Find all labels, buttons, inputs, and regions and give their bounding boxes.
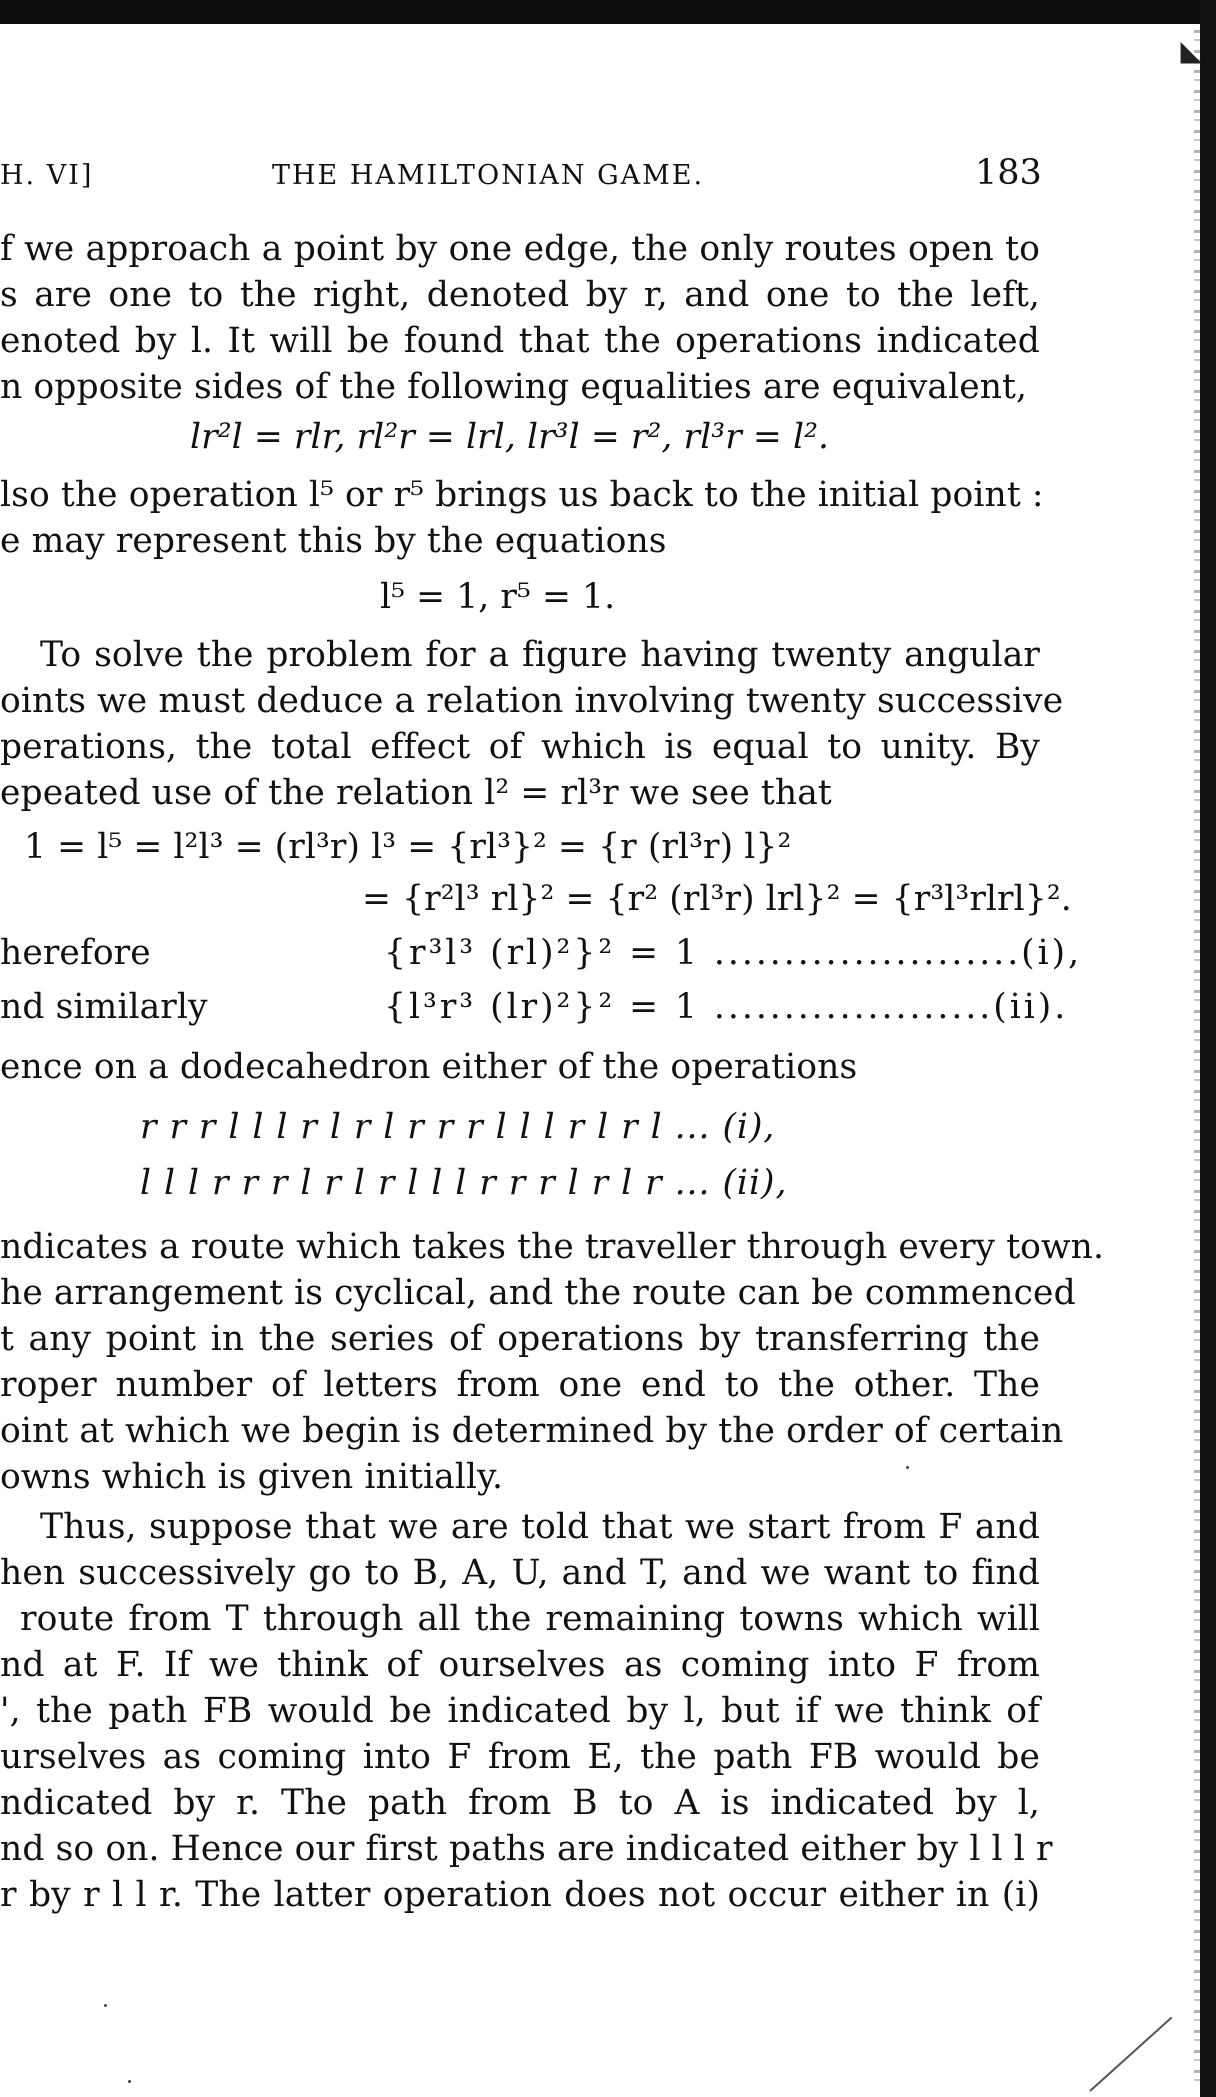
equation-powers: l⁵ = 1, r⁵ = 1. [380,577,616,617]
body-line: To solve the problem for a figure having twenty angular [40,635,1040,675]
equation-equivalences: lr²l = rlr, rl²r = lrl, lr³l = r², rl³r = l². [190,417,830,457]
body-line: s are one to the right, denoted by r, and one to the left, [0,275,1040,315]
page-number: 183 [975,153,1042,193]
body-line: e may represent this by the equations [0,521,667,561]
scan-scratch [1089,2017,1172,2092]
scan-speck [128,2080,131,2083]
body-line: ', the path FB would be indicated by l, but if we think of [0,1691,1040,1731]
scan-speck [104,2004,107,2007]
body-line: nd similarly [0,987,208,1027]
body-line: Thus, suppose that we are told that we start from F and [40,1507,1040,1547]
body-line: nd so on. Hence our first paths are indicated either by l l l r [0,1829,1053,1869]
body-line: n opposite sides of the following equalities are equivalent, [0,367,1028,407]
running-head-title: THE HAMILTONIAN GAME. [272,160,705,191]
body-line: perations, the total effect of which is equal to unity. By [0,727,1040,767]
body-line: epeated use of the relation l² = rl³r we see that [0,773,832,813]
page-edge-texture [1194,30,1200,2090]
body-line: ndicated by r. The path from B to A is indicated by l, [0,1783,1040,1823]
scan-right-border [1200,0,1216,2097]
equation-ii: {l³r³ (lr)²}² = 1 ....................(ii). [384,987,1069,1027]
body-line: roper number of letters from one end to the other. The [0,1365,1040,1405]
body-line: oints we must deduce a relation involving twenty successive [0,681,1064,721]
operation-sequence-i: r r r l l l r l r l r r r l l l r l r l ... (i), [140,1107,776,1147]
equation-derivation-1: 1 = l⁵ = l²l³ = (rl³r) l³ = {rl³}² = {r (rl³r) l}² [24,827,792,867]
scan-speck [906,1466,909,1469]
scan-top-border [0,0,1216,24]
body-line: ndicates a route which takes the traveller through every town. [0,1227,1105,1267]
body-line: lso the operation l⁵ or r⁵ brings us back to the initial point : [0,475,1044,515]
body-line: enoted by l. It will be found that the operations indicated [0,321,1040,361]
body-line: route from T through all the remaining towns which will [20,1599,1040,1639]
body-line: oint at which we begin is determined by the order of certain [0,1411,1064,1451]
equation-derivation-2: = {r²l³ rl}² = {r² (rl³r) lrl}² = {r³l³rlrl}². [362,879,1072,919]
body-line: hen successively go to B, A, U, and T, and we want to find [0,1553,1040,1593]
body-line: ence on a dodecahedron either of the operations [0,1047,858,1087]
body-line: he arrangement is cyclical, and the route can be commenced [0,1273,1076,1313]
body-line: urselves as coming into F from E, the path FB would be [0,1737,1040,1777]
running-head-chapter: H. VI] [0,160,94,191]
operation-sequence-ii: l l l r r r l r l r l l l r r r l r l r ... (ii), [140,1163,788,1203]
body-line: r by r l l r. The latter operation does not occur either in (i) [0,1875,1040,1915]
body-line: t any point in the series of operations by transferring the [0,1319,1040,1359]
body-line: nd at F. If we think of ourselves as coming into F from [0,1645,1040,1685]
equation-i: {r³l³ (rl)²}² = 1 ......................(i), [384,933,1083,973]
body-line: herefore [0,933,151,973]
body-line: f we approach a point by one edge, the only routes open to [0,229,1040,269]
corner-scan-mark: ◣ [1180,34,1202,67]
body-line: owns which is given initially. [0,1457,504,1497]
